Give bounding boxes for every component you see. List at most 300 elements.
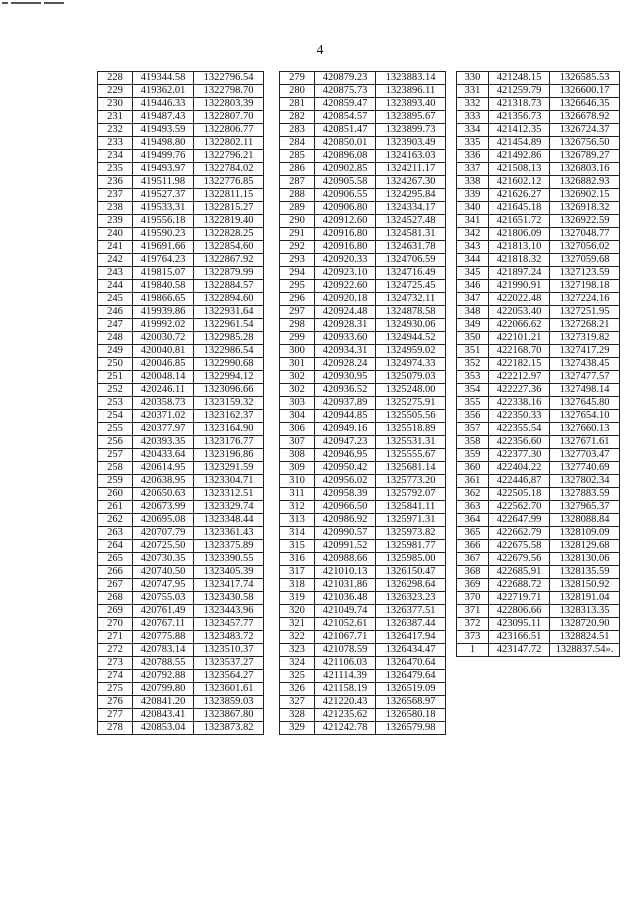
coord-x: 420923.10 [315, 267, 376, 280]
point-number: 229 [98, 85, 133, 98]
coord-x: 421220.43 [315, 696, 376, 709]
coord-x: 420933.60 [315, 332, 376, 345]
table-row [280, 202, 446, 215]
point-number: 298 [280, 319, 315, 332]
point-number: 280 [280, 85, 315, 98]
coord-y: 1325505.56 [376, 410, 446, 423]
coord-x: 420792.88 [133, 670, 194, 683]
point-number: 371 [457, 605, 489, 618]
coord-y: 1326519.09 [376, 683, 446, 696]
point-number: 242 [98, 254, 133, 267]
table-row [280, 358, 446, 371]
coord-y: 1324267.30 [376, 176, 446, 189]
coord-x: 421626.27 [489, 189, 550, 202]
coord-x: 421651.72 [489, 215, 550, 228]
table-row [280, 111, 446, 124]
table-row [98, 72, 264, 85]
coord-y: 1327048.77 [550, 228, 620, 241]
point-number: 360 [457, 462, 489, 475]
point-number: 330 [457, 72, 489, 85]
coord-y: 1323903.49 [376, 137, 446, 150]
coord-x: 420859.47 [315, 98, 376, 111]
point-number: 289 [280, 202, 315, 215]
coord-x: 420916.80 [315, 228, 376, 241]
coord-x: 419939.86 [133, 306, 194, 319]
point-number: 341 [457, 215, 489, 228]
coord-y: 1327802.34 [550, 475, 620, 488]
scan-header-mark [2, 0, 70, 6]
table-row [280, 410, 446, 423]
coord-y: 1322784.02 [194, 163, 264, 176]
page-number: 4 [316, 43, 324, 58]
table-row [457, 462, 620, 475]
table-row [457, 358, 620, 371]
coord-y: 1326434.47 [376, 644, 446, 657]
coord-y: 1322884.57 [194, 280, 264, 293]
table-row [280, 488, 446, 501]
coord-y: 1323176.77 [194, 436, 264, 449]
coord-x: 422212.97 [489, 371, 550, 384]
coord-y: 1322894.60 [194, 293, 264, 306]
point-number: 230 [98, 98, 133, 111]
coord-y: 1323896.11 [376, 85, 446, 98]
table-row [280, 124, 446, 137]
point-number: 285 [280, 150, 315, 163]
point-number: 325 [280, 670, 315, 683]
coord-y: 1323537.27 [194, 657, 264, 670]
coord-y: 1323867.80 [194, 709, 264, 722]
coord-y: 1326678.92 [550, 111, 620, 124]
coord-y: 1324581.31 [376, 228, 446, 241]
coord-x: 419590.23 [133, 228, 194, 241]
coord-x: 420990.57 [315, 527, 376, 540]
coord-x: 423147.72 [489, 644, 550, 657]
coord-x: 421508.13 [489, 163, 550, 176]
coord-x: 419511.98 [133, 176, 194, 189]
coord-y: 1326150.47 [376, 566, 446, 579]
table-row [98, 657, 264, 670]
coord-y: 1322803.39 [194, 98, 264, 111]
coord-y: 1326789.27 [550, 150, 620, 163]
coord-x: 422675.58 [489, 540, 550, 553]
coord-x: 419815.07 [133, 267, 194, 280]
coord-y: 1324959.02 [376, 345, 446, 358]
table-row [457, 319, 620, 332]
coord-x: 421242.78 [315, 722, 376, 735]
point-number: 254 [98, 410, 133, 423]
table-row [98, 410, 264, 423]
table-row [98, 228, 264, 241]
coord-x: 420928.31 [315, 319, 376, 332]
coord-x: 421356.73 [489, 111, 550, 124]
point-number: 336 [457, 150, 489, 163]
table-row [457, 410, 620, 423]
table-row [457, 579, 620, 592]
coord-y: 1327883.59 [550, 488, 620, 501]
table-row [280, 709, 446, 722]
coord-y: 1326724.37 [550, 124, 620, 137]
table-row [98, 345, 264, 358]
table-row [280, 280, 446, 293]
table-row [98, 553, 264, 566]
table-row [280, 306, 446, 319]
coord-y: 1325973.82 [376, 527, 446, 540]
coord-x: 420906.55 [315, 189, 376, 202]
coord-y: 1322879.99 [194, 267, 264, 280]
coord-y: 1323361.43 [194, 527, 264, 540]
coord-x: 419527.37 [133, 189, 194, 202]
table-row [457, 280, 620, 293]
coord-x: 422679.56 [489, 553, 550, 566]
table-row [280, 475, 446, 488]
coord-x: 420371.02 [133, 410, 194, 423]
point-number: 247 [98, 319, 133, 332]
coord-y: 1322811.15 [194, 189, 264, 202]
point-number: 321 [280, 618, 315, 631]
table-row [457, 527, 620, 540]
coord-y: 1324930.06 [376, 319, 446, 332]
table-row [98, 644, 264, 657]
table-row [280, 150, 446, 163]
coord-y: 1328191.04 [550, 592, 620, 605]
coord-x: 421010.13 [315, 566, 376, 579]
coord-y: 1324631.78 [376, 241, 446, 254]
coord-x: 420958.39 [315, 488, 376, 501]
coord-x: 422719.71 [489, 592, 550, 605]
point-number: 350 [457, 332, 489, 345]
point-number: 351 [457, 345, 489, 358]
point-number: 334 [457, 124, 489, 137]
coord-x: 420755.03 [133, 592, 194, 605]
coord-y: 1324706.59 [376, 254, 446, 267]
table-row [98, 293, 264, 306]
coord-y: 1323162.37 [194, 410, 264, 423]
coord-x: 420046.85 [133, 358, 194, 371]
table-row [280, 631, 446, 644]
coord-x: 422562.70 [489, 501, 550, 514]
coord-x: 422446.87 [489, 475, 550, 488]
coord-y: 1326377.51 [376, 605, 446, 618]
point-number: 310 [280, 475, 315, 488]
coord-x: 419446.33 [133, 98, 194, 111]
coord-y: 1322806.77 [194, 124, 264, 137]
point-number: 271 [98, 631, 133, 644]
table-row [98, 683, 264, 696]
coord-y: 1326902.15 [550, 189, 620, 202]
coord-x: 420944.85 [315, 410, 376, 423]
point-number: 286 [280, 163, 315, 176]
coord-y: 1323159.32 [194, 397, 264, 410]
coord-x: 421602.12 [489, 176, 550, 189]
table-row [280, 644, 446, 657]
coord-y: 1322815.27 [194, 202, 264, 215]
point-number: 302 [280, 371, 315, 384]
coord-y: 1322796.21 [194, 150, 264, 163]
coord-y: 1327123.59 [550, 267, 620, 280]
coord-y: 1322994.12 [194, 371, 264, 384]
point-number: 329 [280, 722, 315, 735]
table-row [98, 306, 264, 319]
coord-y: 1326918.32 [550, 202, 620, 215]
coord-y: 1325981.77 [376, 540, 446, 553]
coord-x: 420966.50 [315, 501, 376, 514]
table-row [280, 397, 446, 410]
point-number: 312 [280, 501, 315, 514]
point-number: 268 [98, 592, 133, 605]
coord-x: 420949.16 [315, 423, 376, 436]
coord-x: 421990.91 [489, 280, 550, 293]
point-number: 290 [280, 215, 315, 228]
coord-y: 1324334.17 [376, 202, 446, 215]
point-number: 277 [98, 709, 133, 722]
coord-x: 420433.64 [133, 449, 194, 462]
table-row [98, 540, 264, 553]
table-row [457, 488, 620, 501]
point-number: 307 [280, 436, 315, 449]
table-row [98, 280, 264, 293]
coord-x: 422377.30 [489, 449, 550, 462]
table-row [280, 566, 446, 579]
coord-y: 1322961.54 [194, 319, 264, 332]
table-row [280, 696, 446, 709]
point-number: 342 [457, 228, 489, 241]
coord-y: 1323483.72 [194, 631, 264, 644]
table-row [280, 267, 446, 280]
coord-y: 1327660.13 [550, 423, 620, 436]
point-number: 327 [280, 696, 315, 709]
coord-y: 1323390.55 [194, 553, 264, 566]
coord-x: 420783.14 [133, 644, 194, 657]
table-row [280, 176, 446, 189]
coord-x: 420879.23 [315, 72, 376, 85]
coord-x: 421492.86 [489, 150, 550, 163]
point-number: 243 [98, 267, 133, 280]
point-number: 300 [280, 345, 315, 358]
point-number: 357 [457, 423, 489, 436]
table-row [98, 254, 264, 267]
table-row [280, 683, 446, 696]
point-number: 319 [280, 592, 315, 605]
point-number: 232 [98, 124, 133, 137]
table-row [457, 631, 620, 644]
coord-y: 1328135.59 [550, 566, 620, 579]
point-number: 236 [98, 176, 133, 189]
coord-y: 1325531.31 [376, 436, 446, 449]
table-row [457, 605, 620, 618]
table-row [457, 150, 620, 163]
point-number: 358 [457, 436, 489, 449]
coord-x: 422647.99 [489, 514, 550, 527]
coord-y: 1323601.61 [194, 683, 264, 696]
point-number: 245 [98, 293, 133, 306]
table-row [98, 462, 264, 475]
table-row [280, 293, 446, 306]
coord-x: 420920.33 [315, 254, 376, 267]
coord-x: 420896.08 [315, 150, 376, 163]
point-number: 278 [98, 722, 133, 735]
coord-y: 1326600.17 [550, 85, 620, 98]
coord-y: 1328824.51 [550, 631, 620, 644]
coord-x: 420377.97 [133, 423, 194, 436]
coord-y: 1327417.29 [550, 345, 620, 358]
point-number: 332 [457, 98, 489, 111]
coord-y: 1323873.82 [194, 722, 264, 735]
point-number: 317 [280, 566, 315, 579]
point-number: 346 [457, 280, 489, 293]
table-row [280, 501, 446, 514]
coord-x: 420246.11 [133, 384, 194, 397]
table-row [457, 85, 620, 98]
point-number: 279 [280, 72, 315, 85]
coord-x: 421897.24 [489, 267, 550, 280]
coord-x: 420788.55 [133, 657, 194, 670]
coord-y: 1327268.21 [550, 319, 620, 332]
coord-y: 1323405.39 [194, 566, 264, 579]
coord-x: 420928.24 [315, 358, 376, 371]
point-number: 235 [98, 163, 133, 176]
point-number: 318 [280, 579, 315, 592]
table-row [98, 332, 264, 345]
table-row [98, 371, 264, 384]
coord-y: 1324163.03 [376, 150, 446, 163]
coord-x: 420730.35 [133, 553, 194, 566]
point-number: 367 [457, 553, 489, 566]
coord-y: 1323430.58 [194, 592, 264, 605]
coord-y: 1322990.68 [194, 358, 264, 371]
coord-y: 1324944.52 [376, 332, 446, 345]
coord-x: 419840.58 [133, 280, 194, 293]
coord-y: 1322931.64 [194, 306, 264, 319]
coord-y: 1327198.18 [550, 280, 620, 293]
point-number: 248 [98, 332, 133, 345]
table-row [98, 709, 264, 722]
point-number: 263 [98, 527, 133, 540]
coord-x: 419866.65 [133, 293, 194, 306]
point-number: 264 [98, 540, 133, 553]
point-number: 352 [457, 358, 489, 371]
coord-y: 1325792.07 [376, 488, 446, 501]
coord-x: 420841.20 [133, 696, 194, 709]
coord-y: 1322854.60 [194, 241, 264, 254]
coord-y: 1326803.16 [550, 163, 620, 176]
coord-y: 1323457.77 [194, 618, 264, 631]
coord-x: 421031.86 [315, 579, 376, 592]
table-row [457, 553, 620, 566]
point-number: 349 [457, 319, 489, 332]
point-number: 309 [280, 462, 315, 475]
point-number: 362 [457, 488, 489, 501]
coord-x: 422685.91 [489, 566, 550, 579]
point-number: 297 [280, 306, 315, 319]
table-row [98, 358, 264, 371]
table-row [280, 605, 446, 618]
coord-x: 420673.99 [133, 501, 194, 514]
coord-x: 421052.61 [315, 618, 376, 631]
table-row [457, 202, 620, 215]
coord-x: 421813.10 [489, 241, 550, 254]
point-number: 273 [98, 657, 133, 670]
coord-y: 1327965.37 [550, 501, 620, 514]
table-row [457, 501, 620, 514]
coord-x: 420740.50 [133, 566, 194, 579]
coord-y: 1328150.92 [550, 579, 620, 592]
coord-y: 1324878.58 [376, 306, 446, 319]
coord-x: 422338.16 [489, 397, 550, 410]
table-row [98, 423, 264, 436]
coord-x: 421114.39 [315, 670, 376, 683]
point-number: 301 [280, 358, 315, 371]
coord-x: 419556.18 [133, 215, 194, 228]
table-row [457, 397, 620, 410]
coord-x: 422168.70 [489, 345, 550, 358]
point-number: 296 [280, 293, 315, 306]
table-row [98, 501, 264, 514]
table-row [280, 670, 446, 683]
table-row [457, 566, 620, 579]
table-row [457, 332, 620, 345]
point-number: 326 [280, 683, 315, 696]
point-number: 368 [457, 566, 489, 579]
coord-x: 420775.88 [133, 631, 194, 644]
table-row [457, 267, 620, 280]
point-number: 338 [457, 176, 489, 189]
coord-y: 1327224.16 [550, 293, 620, 306]
coord-y: 1323348.44 [194, 514, 264, 527]
point-number: 365 [457, 527, 489, 540]
coord-x: 421106.03 [315, 657, 376, 670]
coord-x: 421318.73 [489, 98, 550, 111]
table-row [98, 150, 264, 163]
coord-y: 1323312.51 [194, 488, 264, 501]
table-row [98, 475, 264, 488]
table-row [98, 397, 264, 410]
coord-y: 1325985.00 [376, 553, 446, 566]
point-number: 369 [457, 579, 489, 592]
coord-x: 420695.08 [133, 514, 194, 527]
point-number: 344 [457, 254, 489, 267]
coord-y: 1324211.17 [376, 163, 446, 176]
coord-x: 420920.18 [315, 293, 376, 306]
table-row [280, 618, 446, 631]
coord-y: 1326585.53 [550, 72, 620, 85]
coord-x: 420924.48 [315, 306, 376, 319]
table-row [457, 384, 620, 397]
table-row [280, 332, 446, 345]
coord-x: 419764.23 [133, 254, 194, 267]
table-row [98, 592, 264, 605]
point-number: 240 [98, 228, 133, 241]
coord-x: 422022.48 [489, 293, 550, 306]
point-number: 339 [457, 189, 489, 202]
coord-x: 421818.32 [489, 254, 550, 267]
table-row [280, 189, 446, 202]
coord-x: 420850.01 [315, 137, 376, 150]
table-row [280, 137, 446, 150]
table-row [457, 293, 620, 306]
table-row [280, 72, 446, 85]
point-number: 294 [280, 267, 315, 280]
coord-x: 419344.58 [133, 72, 194, 85]
coord-y: 1325555.67 [376, 449, 446, 462]
coord-x: 420946.95 [315, 449, 376, 462]
point-number: 270 [98, 618, 133, 631]
table-row [280, 241, 446, 254]
coord-y: 1323417.74 [194, 579, 264, 592]
coordinates-table-2 [279, 71, 446, 735]
point-number: 299 [280, 332, 315, 345]
coord-y: 1323564.27 [194, 670, 264, 683]
point-number: 322 [280, 631, 315, 644]
